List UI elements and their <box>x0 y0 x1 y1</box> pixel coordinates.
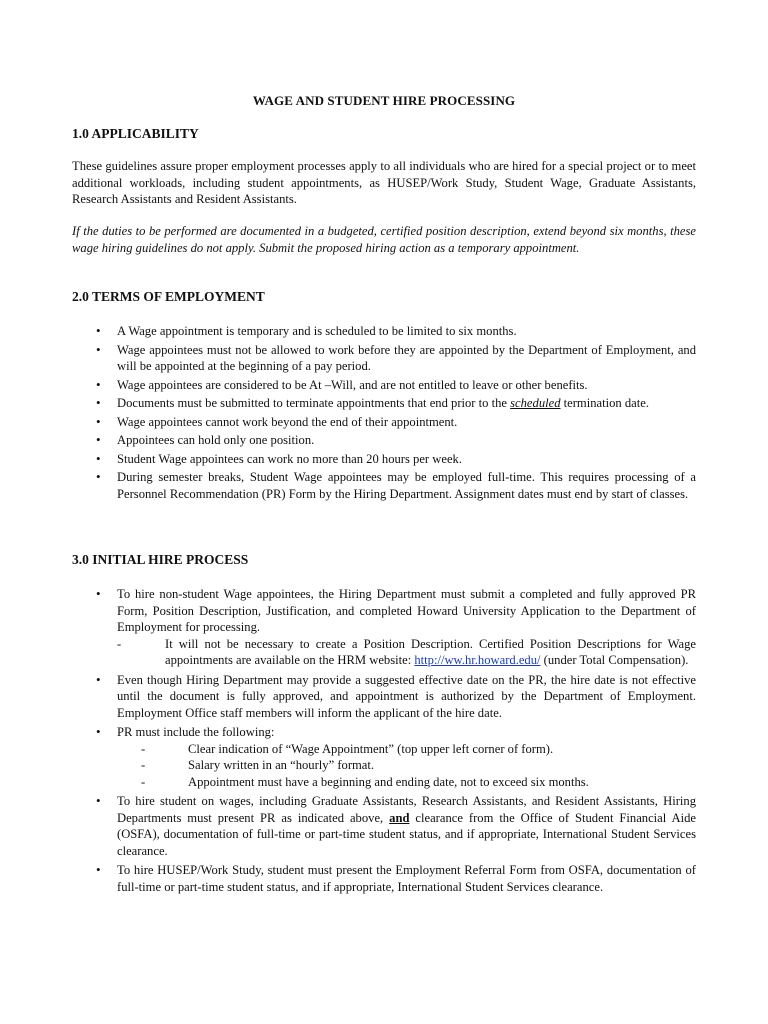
list-item: • Student Wage appointees can work no more than 20 hours per week. <box>96 451 696 468</box>
section-heading-terms: 2.0 TERMS OF EMPLOYMENT <box>72 289 265 304</box>
list-item-text: To hire student on wages, including Graduate Assistants, Research Assistants, and Resident Assistants, Hiring Departments must present PR as indicated above, <box>117 794 696 825</box>
list-item <box>96 793 696 859</box>
sub-item-text: Clear indication of “Wage Appointment” (top upper left corner of form). <box>188 741 554 756</box>
section-heading-initial-hire: 3.0 INITIAL HIRE PROCESS <box>72 552 249 567</box>
sub-item-text: (under Total Compensation). <box>540 653 689 667</box>
emphasis-and: and <box>389 810 410 825</box>
sub-item-text: Salary written in an “hourly” format. <box>188 758 375 772</box>
list-item: • Wage appointees cannot work beyond the end of their appointment. <box>96 414 696 431</box>
list-item: • Appointees can hold only one position. <box>96 432 696 449</box>
list-item: • To hire HUSEP/Work Study, student must present the Employment Referral Form from OSFA, documentation of full-time or part-time student status, and if appropriate, International Student Services clearance. <box>96 862 696 895</box>
dash-marker: - <box>141 741 146 756</box>
dash-marker: - <box>141 758 146 772</box>
list-item: • Wage appointees are considered to be At –Will, and are not entitled to leave or other benefits. <box>96 377 696 394</box>
applicability-paragraph: These guidelines assure proper employment processes apply to all individuals who are hired for a special project or to meet additional workloads, including student appointments, as HUSEP/Work Study, Student Wage, Graduate Assistants, Research Assistants and Resident Assistants. <box>72 159 696 206</box>
list-item: • A Wage appointment is temporary and is scheduled to be limited to six months. <box>96 323 696 340</box>
list-item-text: Documents must be submitted to terminate appointments that end prior to the <box>117 396 511 410</box>
sub-item <box>117 636 696 669</box>
list-item-text: PR must include the following: <box>117 725 275 739</box>
section-heading-applicability: 1.0 APPLICABILITY <box>72 126 199 141</box>
dash-marker: - <box>141 774 146 789</box>
list-item: • Wage appointees must not be allowed to work before they are appointed by the Department of Employment, and will be appointed at the beginning of a pay period. <box>96 342 696 375</box>
list-item: • Even though Hiring Department may provide a suggested effective date on the PR, the hire date is not effective until the document is fully approved, and appointment is authorized by the Department of Employment. Employment Office staff members will inform the applicant of the hire date. <box>96 672 696 722</box>
terms-list <box>96 323 696 502</box>
list-item <box>96 395 696 412</box>
list-item: • During semester breaks, Student Wage appointees may be employed full-time. This requires processing of a Personnel Recommendation (PR) Form by the Hiring Department. Assignment dates must end by start of classes. <box>96 469 696 502</box>
list-item-text: clearance from the Office of Student Financial Aide (OSFA), documentation of full-time or part-time student status, and if appropriate, International Student Services clearance. <box>117 810 697 858</box>
hire-process-list <box>96 586 696 895</box>
list-item-text: termination date. <box>560 396 649 410</box>
dash-marker: - <box>117 636 122 651</box>
list-item-text: To hire non-student Wage appointees, the Hiring Department must submit a completed and fully approved PR Form, Position Description, Justification, and completed Howard University Application to the Department of Employment for processing. <box>117 587 696 634</box>
sub-item <box>117 741 696 758</box>
hrm-website-link[interactable]: http://ww.hr.howard.edu/ <box>414 653 541 667</box>
list-item <box>96 724 696 790</box>
list-item <box>96 586 696 669</box>
sub-item <box>117 757 696 774</box>
document-title: WAGE AND STUDENT HIRE PROCESSING <box>252 93 516 108</box>
applicability-note: If the duties to be performed are documented in a budgeted, certified position description, extend beyond six months, these wage hiring guidelines do not apply. Submit the proposed hiring action as a temporary appointment. <box>72 224 696 255</box>
sub-item-text: It will not be necessary to create a Position Description. Certified Position Descriptions for Wage appointments are available on the HRM website: <box>165 636 696 667</box>
sub-item <box>117 774 696 791</box>
emphasis-scheduled: scheduled <box>510 396 561 410</box>
sub-item-text: Appointment must have a beginning and ending date, not to exceed six months. <box>188 774 589 789</box>
